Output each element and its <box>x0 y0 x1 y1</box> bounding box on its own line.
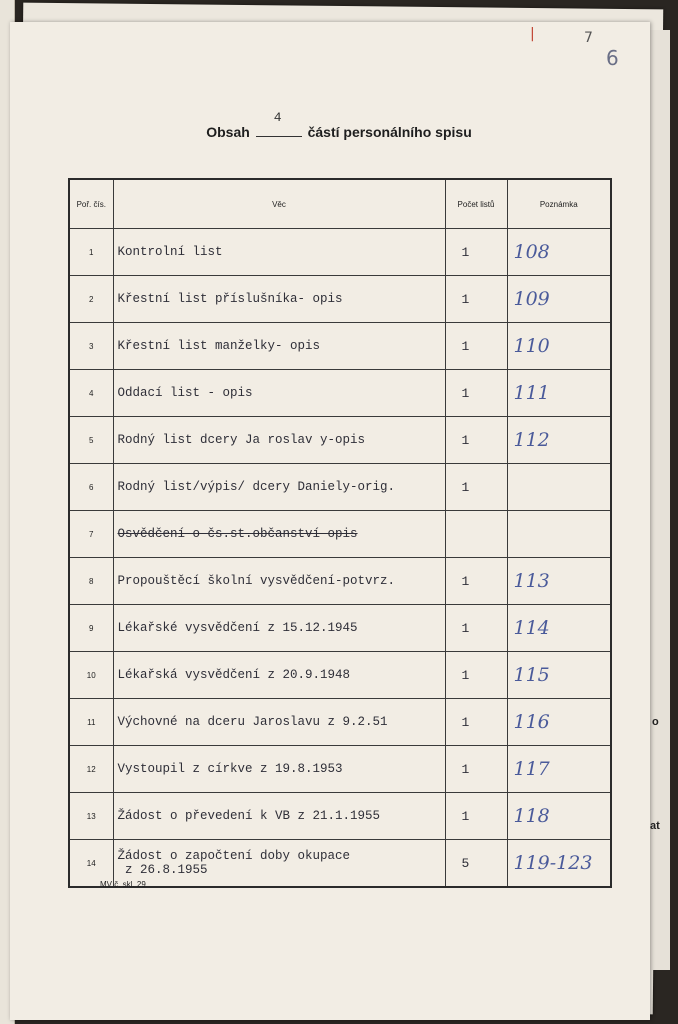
row-item: Křestní list příslušníka- opis <box>113 276 445 323</box>
row-count: 1 <box>445 323 507 370</box>
row-note: 113 <box>507 558 611 605</box>
row-note: 117 <box>507 746 611 793</box>
row-count: 1 <box>445 276 507 323</box>
row-number: 9 <box>69 605 113 652</box>
table-row <box>69 746 611 793</box>
table-row <box>69 276 611 323</box>
row-item: Žádost o převedení k VB z 21.1.1955 <box>113 793 445 840</box>
row-note: 109 <box>507 276 611 323</box>
row-note: 115 <box>507 652 611 699</box>
margin-mark-1: | <box>530 26 535 42</box>
row-item: Rodný list dcery Ja roslav y-opis <box>113 417 445 464</box>
row-count: 1 <box>445 699 507 746</box>
row-item: Kontrolní list <box>113 229 445 276</box>
table-row <box>69 323 611 370</box>
row-item: Propouštěcí školní vysvědčení-potvrz. <box>113 558 445 605</box>
header-item: Věc <box>113 179 445 229</box>
row-count <box>445 511 507 558</box>
side-fragment-1: o <box>652 716 659 728</box>
row-count: 1 <box>445 229 507 276</box>
row-note: 111 <box>507 370 611 417</box>
row-count: 1 <box>445 370 507 417</box>
row-note: 114 <box>507 605 611 652</box>
side-fragment-2: at <box>650 820 660 832</box>
title-blank-value: 4 <box>273 110 282 125</box>
row-number: 2 <box>69 276 113 323</box>
row-count: 1 <box>445 652 507 699</box>
row-item: Výchovné na dceru Jaroslavu z 9.2.51 <box>113 699 445 746</box>
row-number: 13 <box>69 793 113 840</box>
row-item: Oddací list - opis <box>113 370 445 417</box>
table-row <box>69 229 611 276</box>
contents-table <box>68 178 612 888</box>
row-count: 1 <box>445 417 507 464</box>
table-row <box>69 840 611 888</box>
table-row <box>69 464 611 511</box>
row-number: 14 <box>69 840 113 888</box>
row-count: 1 <box>445 793 507 840</box>
header-note: Poznámka <box>507 179 611 229</box>
row-count: 1 <box>445 558 507 605</box>
table-row <box>69 652 611 699</box>
table-row <box>69 793 611 840</box>
title-suffix: částí personálního spisu <box>307 124 472 140</box>
table-row <box>69 605 611 652</box>
row-item: Osvědčení o čs.st.občanství-opis <box>113 511 445 558</box>
row-note <box>507 511 611 558</box>
row-number: 5 <box>69 417 113 464</box>
row-count: 1 <box>445 605 507 652</box>
table-row <box>69 417 611 464</box>
table-header-row <box>69 179 611 229</box>
row-note: 112 <box>507 417 611 464</box>
row-note <box>507 464 611 511</box>
table-row <box>69 511 611 558</box>
row-note: 119-123 <box>507 840 611 888</box>
title-prefix: Obsah <box>206 124 250 140</box>
row-number: 4 <box>69 370 113 417</box>
row-item: Křestní list manželky- opis <box>113 323 445 370</box>
table-row <box>69 558 611 605</box>
row-count: 1 <box>445 464 507 511</box>
row-number: 7 <box>69 511 113 558</box>
row-number: 12 <box>69 746 113 793</box>
row-number: 6 <box>69 464 113 511</box>
page-number: 6 <box>606 46 619 70</box>
row-count: 1 <box>445 746 507 793</box>
title-blank <box>256 110 302 137</box>
row-item: Rodný list/výpis/ dcery Daniely-orig. <box>113 464 445 511</box>
table-row <box>69 370 611 417</box>
row-number: 10 <box>69 652 113 699</box>
header-count: Počet listů <box>445 179 507 229</box>
form-code: MV č. skl. 29 <box>100 880 146 889</box>
row-item: Lékařské vysvědčení z 15.12.1945 <box>113 605 445 652</box>
row-item: Žádost o započtení doby okupace z 26.8.1955 <box>113 840 445 888</box>
header-number: Poř. čís. <box>69 179 113 229</box>
row-number: 3 <box>69 323 113 370</box>
row-number: 8 <box>69 558 113 605</box>
table-body <box>69 229 611 888</box>
table-row <box>69 699 611 746</box>
row-note: 110 <box>507 323 611 370</box>
row-note: 108 <box>507 229 611 276</box>
row-item: Vystoupil z církve z 19.8.1953 <box>113 746 445 793</box>
row-item: Lékařská vysvědčení z 20.9.1948 <box>113 652 445 699</box>
row-count: 5 <box>445 840 507 888</box>
row-note: 116 <box>507 699 611 746</box>
row-note: 118 <box>507 793 611 840</box>
row-number: 11 <box>69 699 113 746</box>
margin-mark-2: 7 <box>584 30 593 46</box>
document-title <box>0 110 678 140</box>
row-number: 1 <box>69 229 113 276</box>
